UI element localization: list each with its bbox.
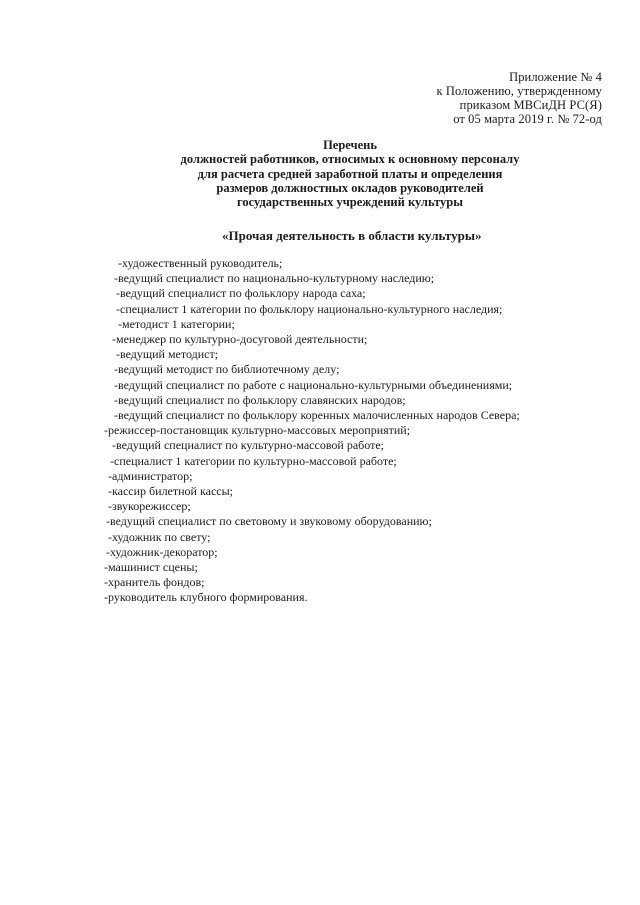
list-item: -режиссер-постановщик культурно-массовых мероприятий; — [104, 423, 411, 438]
list-item: -художник-декоратор; — [106, 544, 218, 559]
list-item: -ведущий специалист по работе с национально-культурными объединениями; — [114, 377, 513, 392]
appendix-reference — [436, 70, 602, 126]
appendix-line: к Положению, утвержденному — [436, 84, 602, 98]
title-line: Перечень — [323, 138, 377, 152]
document-title — [160, 138, 540, 209]
title-line: для расчета средней заработной платы и определения — [197, 166, 503, 181]
list-item: -менеджер по культурно-досуговой деятельности; — [112, 332, 368, 347]
list-item: -ведущий специалист по световому и звуковому оборудованию; — [106, 514, 432, 529]
list-item: -звукорежиссер; — [108, 499, 191, 514]
list-item: -методист 1 категории; — [118, 316, 235, 331]
list-item: -ведущий специалист по культурно-массовой работе; — [112, 438, 385, 453]
list-item: -руководитель клубного формирования. — [104, 590, 308, 605]
title-line: размеров должностных окладов руководителей — [216, 180, 484, 195]
list-item: -кассир билетной кассы; — [108, 484, 233, 499]
appendix-line: от 05 марта 2019 г. № 72-од — [453, 112, 602, 126]
list-item: -ведущий специалист по фольклору коренных малочисленных народов Севера; — [114, 408, 520, 423]
list-item: -хранитель фондов; — [104, 575, 205, 590]
list-item: -специалист 1 категории по культурно-массовой работе; — [110, 453, 397, 468]
section-subtitle: «Прочая деятельность в области культуры» — [222, 228, 482, 243]
list-item: -ведущий методист по библиотечному делу; — [114, 362, 340, 377]
title-line: государственных учреждений культуры — [236, 195, 464, 210]
appendix-line: приказом МВСиДН РС(Я) — [459, 98, 602, 112]
positions-list — [0, 256, 600, 606]
list-item: -ведущий методист; — [116, 347, 219, 362]
list-item: -ведущий специалист по фольклору народа саха; — [116, 286, 366, 301]
list-item: -ведущий специалист по фольклору славянских народов; — [114, 392, 406, 407]
title-line: должностей работников, относимых к основному персоналу — [180, 152, 520, 167]
list-item: -администратор; — [108, 468, 193, 483]
list-item: -художественный руководитель; — [118, 256, 283, 270]
list-item: -ведущий специалист по национально-культурному наследию; — [114, 271, 435, 286]
appendix-line: Приложение № 4 — [509, 70, 602, 84]
list-item: -специалист 1 категории по фольклору национально-культурного наследия; — [116, 301, 503, 316]
list-item: -машинист сцены; — [104, 560, 198, 575]
list-item: -художник по свету; — [108, 529, 211, 544]
